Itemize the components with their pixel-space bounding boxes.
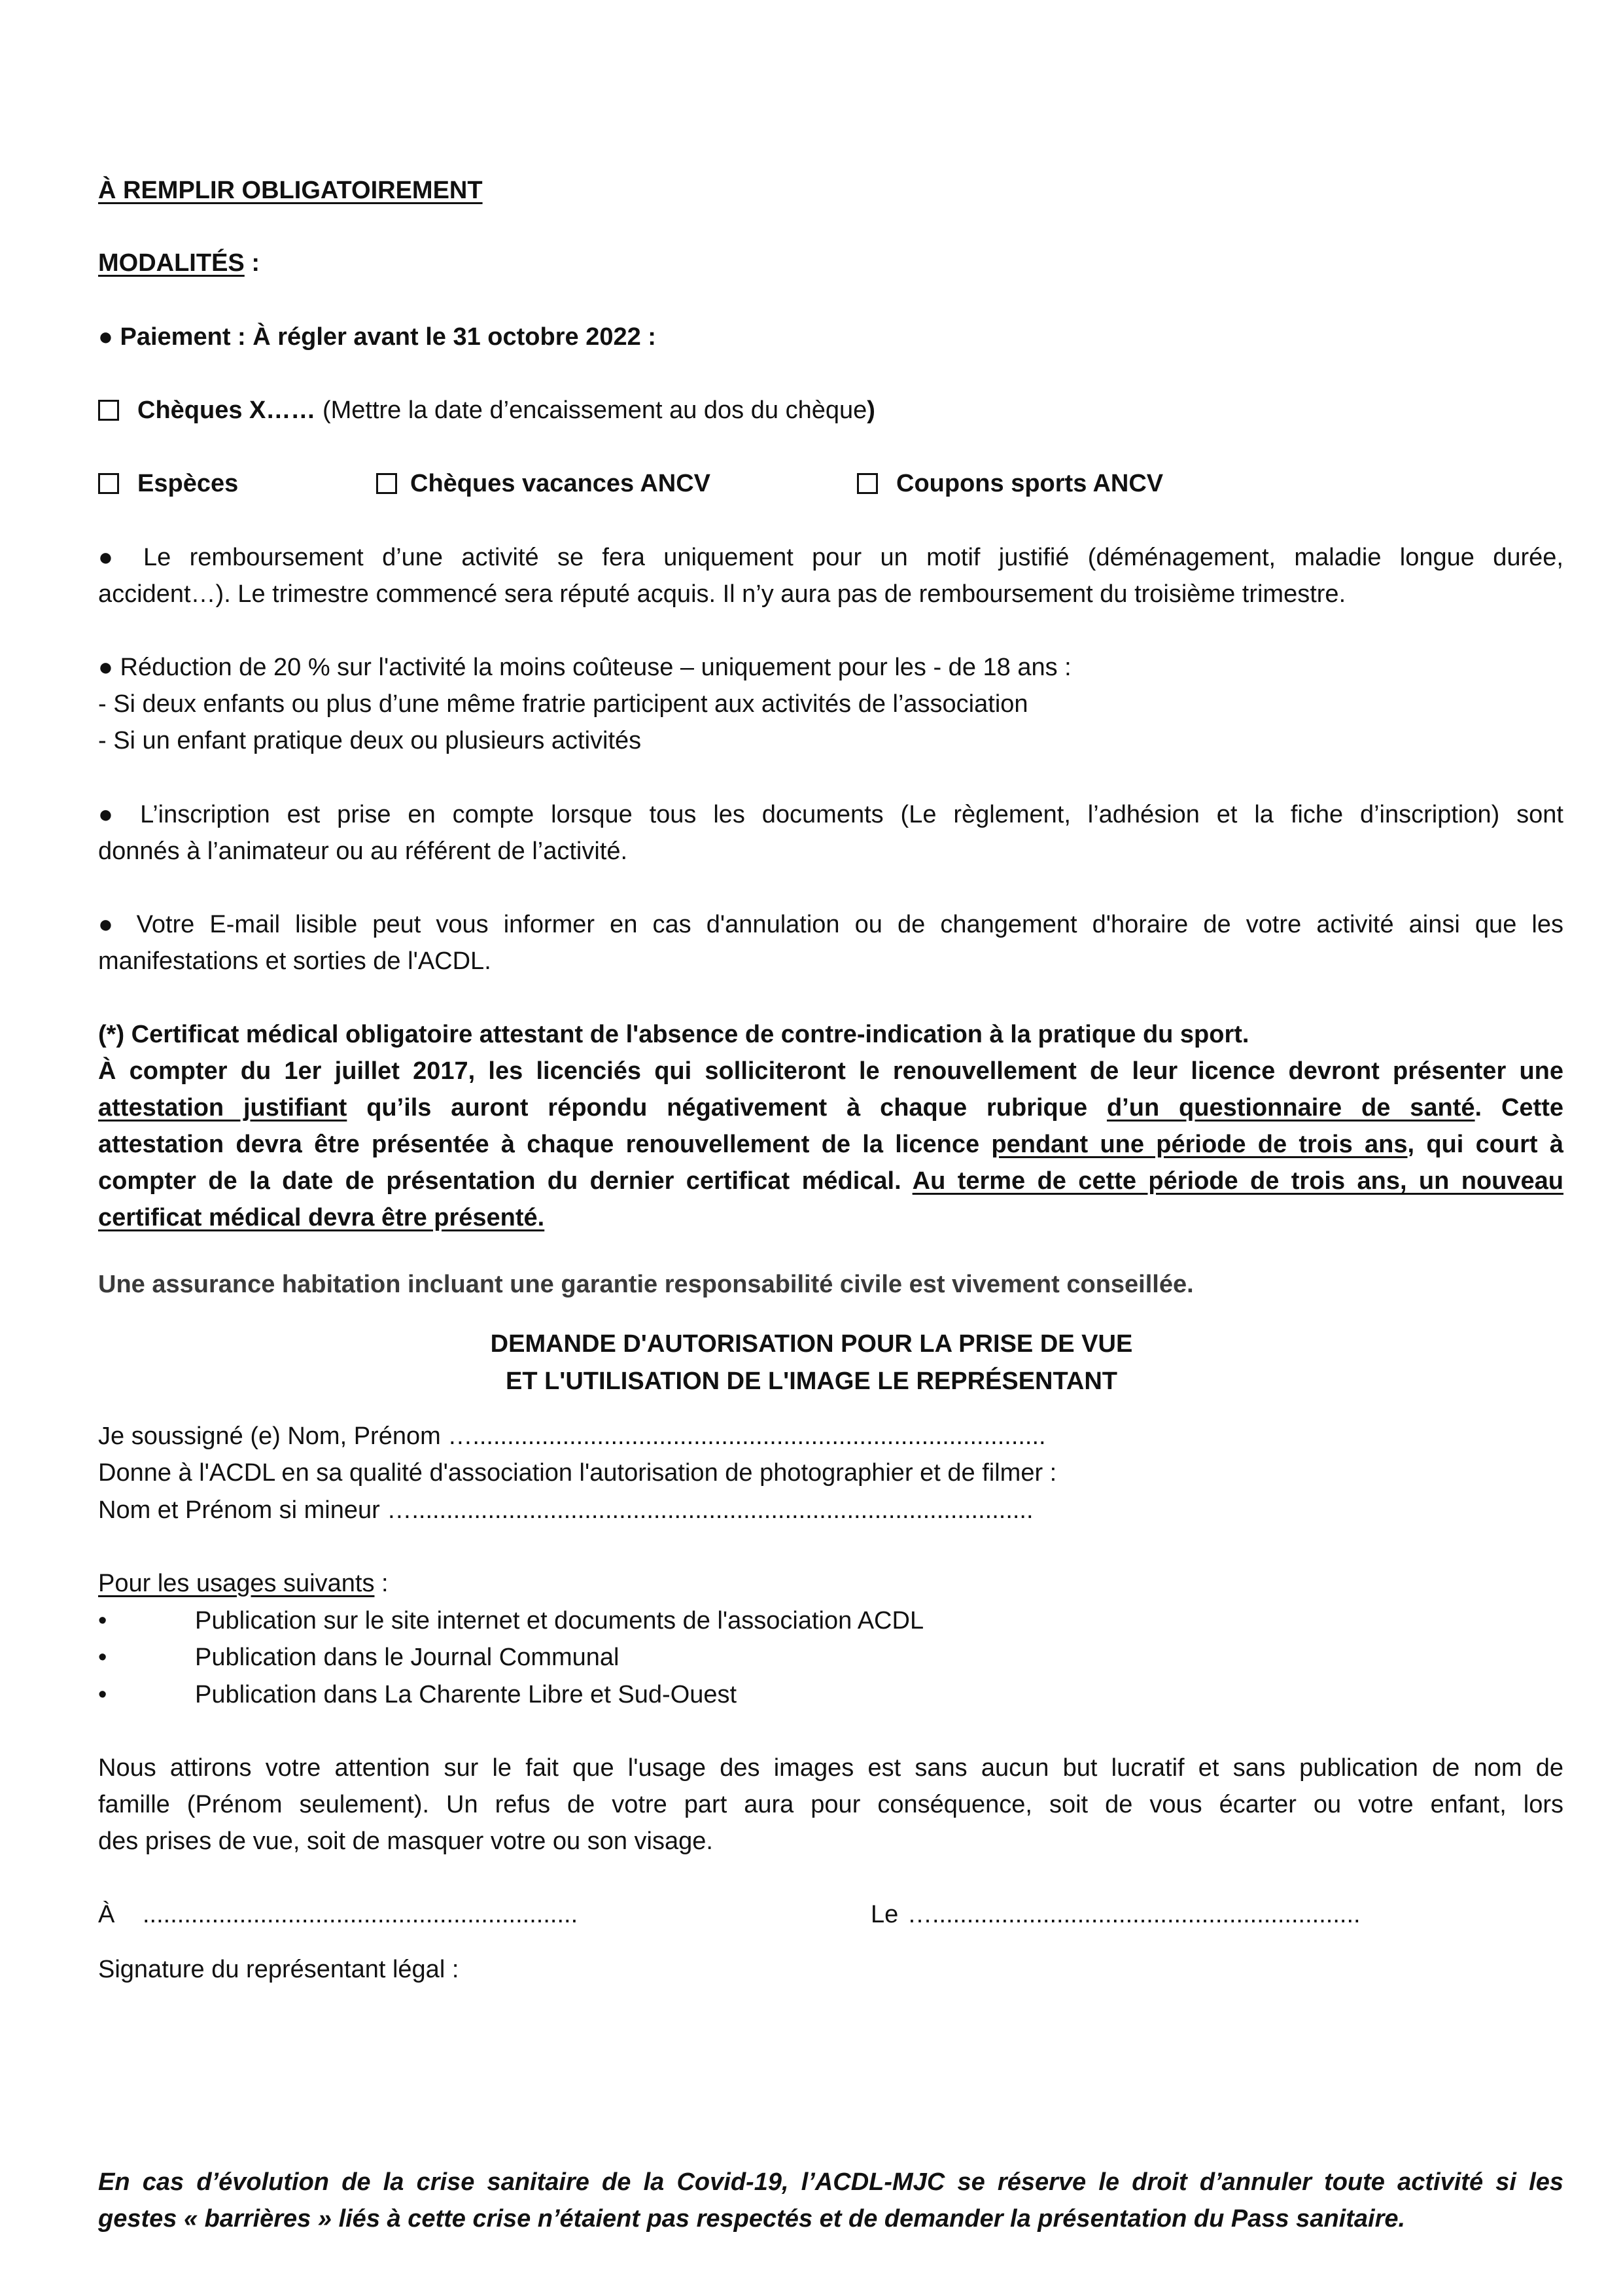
refund-line-1: ● Le remboursement d’une activité se fera uniquement pour un motif justifié (déménagement, maladie longue durée, (98, 544, 1563, 571)
certificat-line-2: À compter du 1er juillet 2017, les licenciés qui solliciteront le renouvellement de leur licence devront présenter une (98, 1057, 1563, 1085)
usages-label: Pour les usages suivants (98, 1570, 375, 1597)
autorisation-title-2: ET L'UTILISATION DE L'IMAGE LE REPRÉSENTANT (505, 1368, 1117, 1395)
inscription-line-2: donnés à l’animateur ou au référent de l’activité. (98, 838, 628, 865)
le-label: Le (871, 1901, 899, 1928)
usages-colon: : (374, 1570, 389, 1597)
soussigne-line: Je soussigné (e) Nom, Prénom …................................................................................... (98, 1422, 1046, 1450)
page-title: À REMPLIR OBLIGATOIREMENT (98, 177, 483, 204)
signature-label: Signature du représentant légal : (98, 1956, 459, 1983)
especes-label: Espèces (137, 470, 239, 497)
questionnaire-sante: d’un questionnaire de santé (1106, 1094, 1475, 1122)
certificat-line-3-end: . Cette (1475, 1094, 1563, 1122)
a-field[interactable]: ............................................................... (143, 1901, 578, 1928)
usages-heading (98, 1565, 1563, 1602)
modalites-colon: : (244, 249, 260, 277)
attention-line-1: Nous attirons votre attention sur le fait que l'usage des images est sans aucun but lucratif et sans publication de nom de (98, 1754, 1563, 1782)
coupons-sports-label: Coupons sports ANCV (896, 470, 1164, 497)
footer-line-2: gestes « barrières » liés à cette crise n’étaient pas respectés et de demander la présentation du Pass sanitaire. (98, 2205, 1406, 2233)
mineur-line: Nom et Prénom si mineur ….......................................................................................... (98, 1496, 1034, 1524)
reduction-line-3: - Si un enfant pratique deux ou plusieurs activités (98, 727, 642, 754)
especes-checkbox[interactable] (98, 473, 119, 494)
cheques-vacances-option (376, 465, 710, 502)
attention-line-3: des prises de vue, soit de masquer votre ou son visage. (98, 1828, 713, 1855)
certificat-line-6: certificat médical devra être présenté. (98, 1204, 545, 1231)
modalites-label: MODALITÉS (98, 249, 245, 277)
certificat-line-5 (98, 1163, 1563, 1199)
email-line-2: manifestations et sorties de l'ACDL. (98, 947, 491, 975)
especes-option (98, 465, 238, 502)
nouveau-certificat: Au terme de cette période de trois ans, un nouveau (912, 1167, 1563, 1195)
certificat-line-4-end: , qui court à (1407, 1131, 1563, 1158)
cheques-note: (Mettre la date d’encaissement au dos du chèque (315, 397, 867, 424)
usage-item-text: Publication sur le site internet et documents de l'association ACDL (195, 1607, 924, 1634)
modalites-heading (98, 245, 1563, 281)
reduction-line-1: ● Réduction de 20 % sur l'activité la moins coûteuse – uniquement pour les - de 18 ans : (98, 654, 1072, 681)
donne-line: Donne à l'ACDL en sa qualité d'association l'autorisation de photographier et de filmer : (98, 1459, 1057, 1487)
certificat-line-5-text: compter de la date de présentation du dernier certificat médical. (98, 1167, 913, 1195)
inscription-line-1: ● L’inscription est prise en compte lorsque tous les documents (Le règlement, l’adhésion et la fiche d’inscription) sont (98, 801, 1563, 828)
certificat-line-3-text: qu’ils auront répondu négativement à chaque rubrique (347, 1094, 1107, 1122)
cheques-label: Chèques X…… (137, 397, 316, 424)
attention-line-2: famille (Prénom seulement). Un refus de votre part aura pour conséquence, soit de vous écarter ou votre enfant, lors (98, 1791, 1563, 1818)
bullet: • (98, 1644, 107, 1671)
cheques-row (98, 392, 1563, 429)
cheques-checkbox[interactable] (98, 400, 119, 421)
coupons-sports-option (857, 465, 1163, 502)
assurance-note: Une assurance habitation incluant une garantie responsabilité civile est vivement conseillée. (98, 1271, 1194, 1298)
certificat-line-1: (*) Certificat médical obligatoire attestant de l'absence de contre-indication à la pratique du sport. (98, 1021, 1249, 1048)
footer-line-1: En cas d’évolution de la crise sanitaire de la Covid-19, l’ACDL-MJC se réserve le droit d’annuler toute activité si les (98, 2168, 1563, 2196)
refund-line-2: accident…). Le trimestre commencé sera réputé acquis. Il n’y aura pas de remboursement du troisième trimestre. (98, 580, 1346, 608)
a-label: À (98, 1901, 115, 1928)
reduction-line-2: - Si deux enfants ou plus d’une même fratrie participent aux activités de l’association (98, 690, 1028, 718)
bullet: • (98, 1681, 107, 1708)
payment-deadline: ● Paiement : À régler avant le 31 octobre 2022 : (98, 323, 656, 351)
cheques-vacances-checkbox[interactable] (376, 473, 397, 494)
le-field[interactable]: ….............................................................. (907, 1901, 1361, 1928)
autorisation-title-1: DEMANDE D'AUTORISATION POUR LA PRISE DE VUE (490, 1330, 1133, 1358)
certificat-line-4 (98, 1126, 1563, 1163)
coupons-sports-checkbox[interactable] (857, 473, 878, 494)
periode-trois-ans: pendant une période de trois ans (991, 1131, 1408, 1158)
certificat-line-4-text: attestation devra être présentée à chaque renouvellement de la licence (98, 1131, 992, 1158)
cheques-vacances-label: Chèques vacances ANCV (410, 470, 711, 497)
email-line-1: ● Votre E-mail lisible peut vous informer en cas d'annulation ou de changement d'horaire de votre activité ainsi que les (98, 911, 1563, 938)
attestation-justifiant: attestation justifiant (98, 1094, 347, 1122)
usage-item-text: Publication dans le Journal Communal (195, 1644, 620, 1671)
certificat-line-3 (98, 1089, 1563, 1126)
usage-item-text: Publication dans La Charente Libre et Sud-Ouest (195, 1681, 737, 1708)
cheques-note-close: ) (867, 397, 875, 424)
bullet: • (98, 1607, 107, 1634)
